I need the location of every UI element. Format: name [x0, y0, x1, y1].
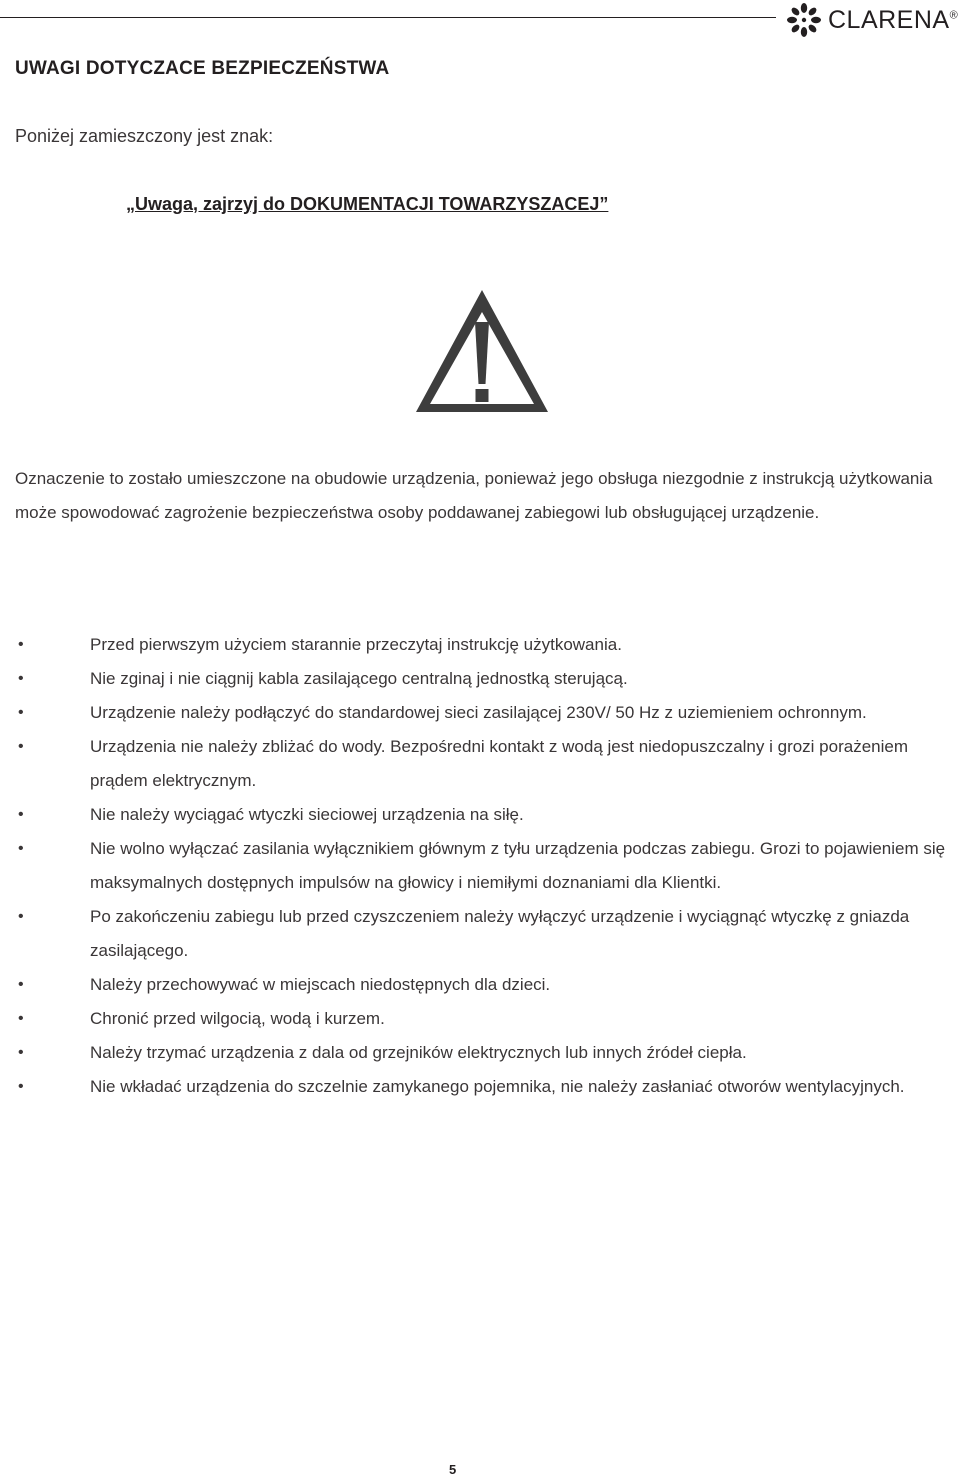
- list-item-text: Urządzenie należy podłączyć do standardowej sieci zasilającej 230V/ 50 Hz z uziemieniem ochronnym.: [90, 703, 867, 722]
- bullet-icon: •: [18, 636, 24, 653]
- brand-logo: [784, 2, 960, 38]
- list-item: [0, 662, 950, 696]
- bullet-icon: •: [18, 670, 24, 687]
- list-item: [0, 1036, 950, 1070]
- list-item-text: Przed pierwszym użyciem starannie przeczytaj instrukcję użytkowania.: [90, 635, 622, 654]
- list-item-text: Należy przechowywać w miejscach niedostępnych dla dzieci.: [90, 975, 551, 994]
- bullet-icon: •: [18, 704, 24, 721]
- bullet-icon: •: [18, 976, 24, 993]
- list-item: [0, 832, 950, 900]
- bullet-icon: •: [18, 738, 24, 755]
- bullet-icon: •: [18, 1078, 24, 1095]
- list-item: [0, 798, 950, 832]
- bullet-icon: •: [18, 1044, 24, 1061]
- list-item-text: Nie wkładać urządzenia do szczelnie zamykanego pojemnika, nie należy zasłaniać otworów wentylacyjnych.: [90, 1077, 905, 1096]
- list-item: [0, 968, 950, 1002]
- list-item-text: Po zakończeniu zabiegu lub przed czyszczeniem należy wyłączyć urządzenie i wyciągnąć wtyczkę z gniazda zasilającego.: [90, 907, 910, 960]
- list-item-text: Urządzenia nie należy zbliżać do wody. Bezpośredni kontakt z wodą jest niedopuszczalny i grozi porażeniem prądem elektrycznym.: [90, 737, 909, 790]
- sign-caption: „Uwaga, zajrzyj do DOKUMENTACJI TOWARZYSZACEJ”: [126, 194, 609, 214]
- bullet-icon: •: [18, 840, 24, 857]
- safety-bullet-list: [0, 628, 960, 1104]
- intro-text: Poniżej zamieszczony jest znak:: [15, 126, 274, 146]
- header-rule: [0, 17, 776, 18]
- list-item-text: Należy trzymać urządzenia z dala od grzejników elektrycznych lub innych źródeł ciepła.: [90, 1043, 747, 1062]
- list-item: [0, 1070, 950, 1104]
- section-title: UWAGI DOTYCZACE BEZPIECZEŃSTWA: [15, 58, 390, 79]
- bullet-icon: •: [18, 806, 24, 823]
- page-number: 5: [449, 1462, 457, 1477]
- list-item: [0, 628, 950, 662]
- brand-name: CLARENA®: [828, 5, 959, 34]
- flower-icon: [784, 2, 826, 38]
- list-item-text: Nie wolno wyłączać zasilania wyłącznikiem głównym z tyłu urządzenia podczas zabiegu. Grozi to pojawieniem się maksymalnych dostępnych impulsów na głowicy i niemiłymi doznaniami dla Klientki.: [90, 839, 946, 892]
- list-item-text: Nie należy wyciągać wtyczki sieciowej urządzenia na siłę.: [90, 805, 524, 824]
- list-item-text: Chronić przed wilgocią, wodą i kurzem.: [90, 1009, 385, 1028]
- list-item: [0, 900, 950, 968]
- list-item: [0, 1002, 950, 1036]
- registered-mark: ®: [949, 9, 959, 22]
- list-item: [0, 696, 950, 730]
- bullet-icon: •: [18, 908, 24, 925]
- warning-triangle-icon: [414, 288, 550, 414]
- list-item-text: Nie zginaj i nie ciągnij kabla zasilającego centralną jednostką sterującą.: [90, 669, 628, 688]
- bullet-icon: •: [18, 1010, 24, 1027]
- list-item: [0, 730, 950, 798]
- description-text: Oznaczenie to zostało umieszczone na obudowie urządzenia, ponieważ jego obsługa niezgodnie z instrukcją użytkowania może spowodować zagrożenie bezpieczeństwa osoby poddawanej zabiegowi lub obsługującej urządzenie.: [15, 469, 933, 522]
